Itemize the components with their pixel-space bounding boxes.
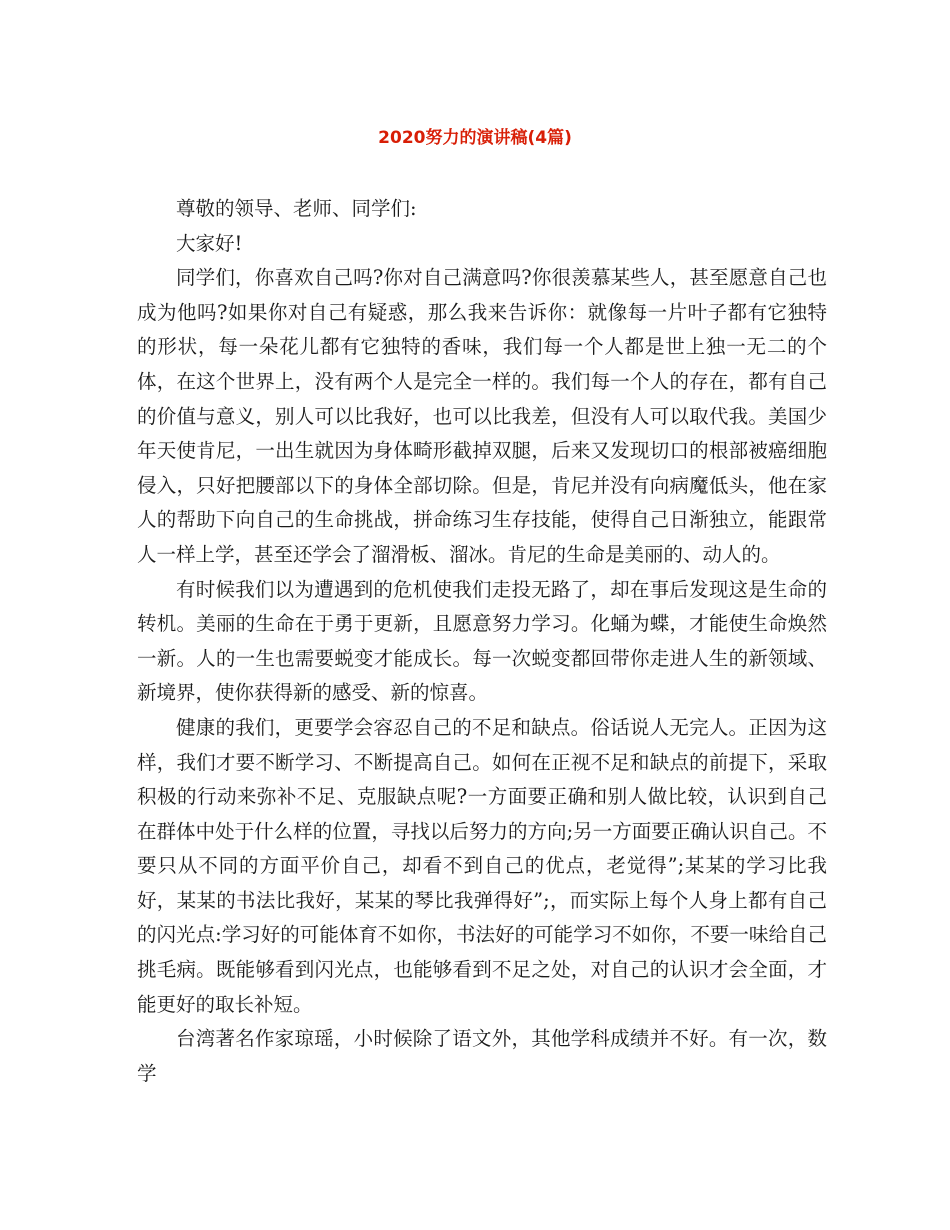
paragraph-salutation: 尊敬的领导、老师、同学们: bbox=[176, 197, 417, 220]
document-body bbox=[137, 192, 827, 1091]
paragraph-body: 同学们，你喜欢自己吗?你对自己满意吗?你很羡慕某些人，甚至愿意自己也成为他吗?如果你对自己有疑惑，那么我来告诉你：就像每一片叶子都有它独特的形状，每一朵花儿都有它独特的香味，我们每一个人都是世上独一无二的个体，在这个世界上，没有两个人是完全一样的。我们每一个人的存在，都有自己的价值与意义，别人可以比我好，也可以比我差，但没有人可以取代我。美国少年天使肯尼，一出生就因为身体畸形截掉双腿，后来又发现切口的根部被癌细胞侵入，只好把腰部以下的身体全部切除。但是，肯尼并没有向病魔低头，他在家人的帮助下向自己的生命挑战，拼命练习生存技能，使得自己日渐独立，能跟常人一样上学，甚至还学会了溜滑板、溜冰。肯尼的生命是美丽的、动人的。 bbox=[137, 266, 827, 566]
paragraph-greeting: 大家好! bbox=[176, 231, 243, 255]
document-title: 2020努力的演讲稿(4篇) bbox=[378, 128, 572, 148]
paragraph-body: 台湾著名作家琼瑶，小时候除了语文外，其他学科成绩并不好。有一次，数学 bbox=[137, 1027, 827, 1085]
paragraph-body: 健康的我们，更要学会容忍自己的不足和缺点。俗话说人无完人。正因为这样，我们才要不断学习、不断提高自己。如何在正视不足和缺点的前提下，采取积极的行动来弥补不足、克服缺点呢?一方面要正确和别人做比较，认识到自己在群体中处于什么样的位置，寻找以后努力的方向;另一方面要正确认识自己。不要只从不同的方面平价自己，却看不到自己的优点，老觉得”;某某的学习比我好，某某的书法比我好，某某的琴比我弹得好”;，而实际上每个人身上都有自己的闪光点:学习好的可能体育不如你，书法好的可能学习不如你，不要一味给自己挑毛病。既能够看到闪光点，也能够看到不足之处，对自己的认识才会全面，才能更好的取长补短。 bbox=[137, 715, 827, 1016]
paragraph-body: 有时候我们以为遭遇到的危机使我们走投无路了，却在事后发现这是生命的转机。美丽的生命在于勇于更新，且愿意努力学习。化蛹为蝶，才能使生命焕然一新。人的一生也需要蜕变才能成长。每一次蜕变都回带你走进人生的新领域、新境界，使你获得新的感受、新的惊喜。 bbox=[137, 577, 827, 705]
